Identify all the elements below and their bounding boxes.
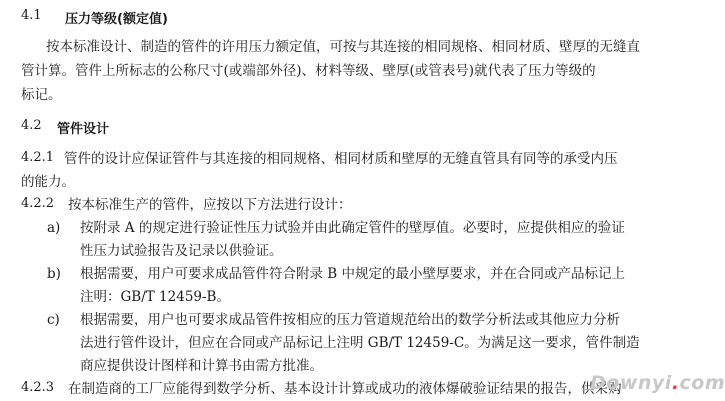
list-item-text: 根据需要，用户也可要求成品管件按相应的压力管道规范给出的数学分析法或其他应力分析 [80,312,620,328]
section-number: 4.2 [21,118,42,133]
section-number: 4.1 [21,8,42,23]
clause-number: 4.2.3 [21,380,55,395]
list-item-text: 性压力试验报告及记录以供验证。 [80,243,283,259]
clause-number: 4.2.1 [21,150,55,165]
paragraph-line: 管计算。管件上所标志的公称尺寸(或端部外径)、材料等级、壁厚(或管表号)就代表了压力等级的 [21,63,596,79]
section-title: 压力等级(额定值) [65,12,168,27]
list-item-text: 法进行管件设计，但应在合同或产品标记上注明 GB/T 12459-C。为满足这一要求，管件制造 [80,335,640,351]
list-item-text: 注明：GB/T 12459-B。 [80,289,230,305]
list-item-text: 商应提供设计图样和计算书由需方批准。 [80,358,323,374]
watermark-logo: Downyi.com [590,372,725,394]
list-marker: c) [47,312,60,328]
clause-text: 管件的设计应保证管件与其连接的相同规格、相同材质和壁厚的无缝直管具有同等的承受内压 [64,151,618,167]
clause-number: 4.2.2 [21,196,55,211]
list-marker: b) [47,266,61,282]
section-title: 管件设计 [57,122,110,137]
list-item-text: 按附录 A 的规定进行验证性压力试验并由此确定管件的壁厚值。必要时，应提供相应的验证 [80,220,625,236]
paragraph-line: 标记。 [21,87,62,103]
list-marker: a) [47,220,61,236]
clause-text: 在制造商的工厂应能得到数学分析、基本设计计算或成功的液体爆破验证结果的报告，供采购 [68,381,622,397]
list-item-text: 根据需要，用户可要求成品管件符合附录 B 中规定的最小壁厚要求，并在合同或产品标记上 [80,266,626,282]
clause-text: 的能力。 [21,174,75,190]
paragraph-line: 按本标准设计、制造的管件的许用压力额定值，可按与其连接的相同规格、相同材质、壁厚的无缝直 [46,39,640,55]
clause-text: 按本标准生产的管件，应按以下方法进行设计： [68,197,352,213]
